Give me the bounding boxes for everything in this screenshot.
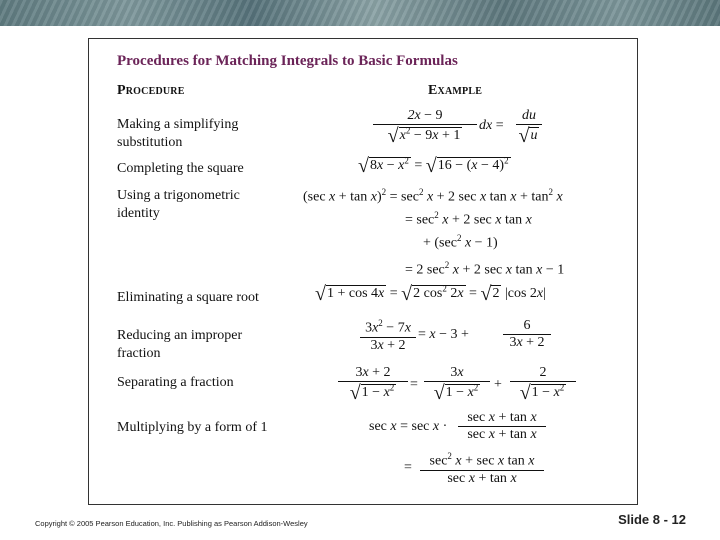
procedure-label: Using a trigonometric identity: [117, 188, 240, 221]
procedure-label: Completing the square: [117, 161, 244, 176]
top-banner: [0, 0, 720, 26]
procedure-header-text: Procedure: [117, 83, 185, 98]
example-header-text: Example: [428, 83, 483, 98]
example-completing-square: $√8x - x^2 = √16 - (x - 4)^2$: [358, 155, 509, 177]
copyright-footer: Copyright © 2005 Pearson Education, Inc. Publishing as Pearson Addison-Wesley: [35, 519, 308, 528]
example-square-root: √1 + cos 4x = √2 $\cos^2 2x = √2$ |cos 2x|: [315, 283, 546, 305]
procedure-label: Making a simplifying substitution: [117, 117, 239, 150]
table-title: Procedures for Matching Integrals to Basic Formulas: [117, 53, 458, 69]
procedure-label: Eliminating a square root: [117, 290, 259, 305]
procedure-label: Multiplying by a form of 1: [117, 420, 268, 435]
procedure-label: Separating a fraction: [117, 375, 234, 390]
example-header: [428, 83, 482, 99]
slide-number: Slide 8 - 12: [618, 512, 686, 527]
procedure-header: [117, 83, 185, 99]
procedure-label: Reducing an improper fraction: [117, 328, 243, 361]
